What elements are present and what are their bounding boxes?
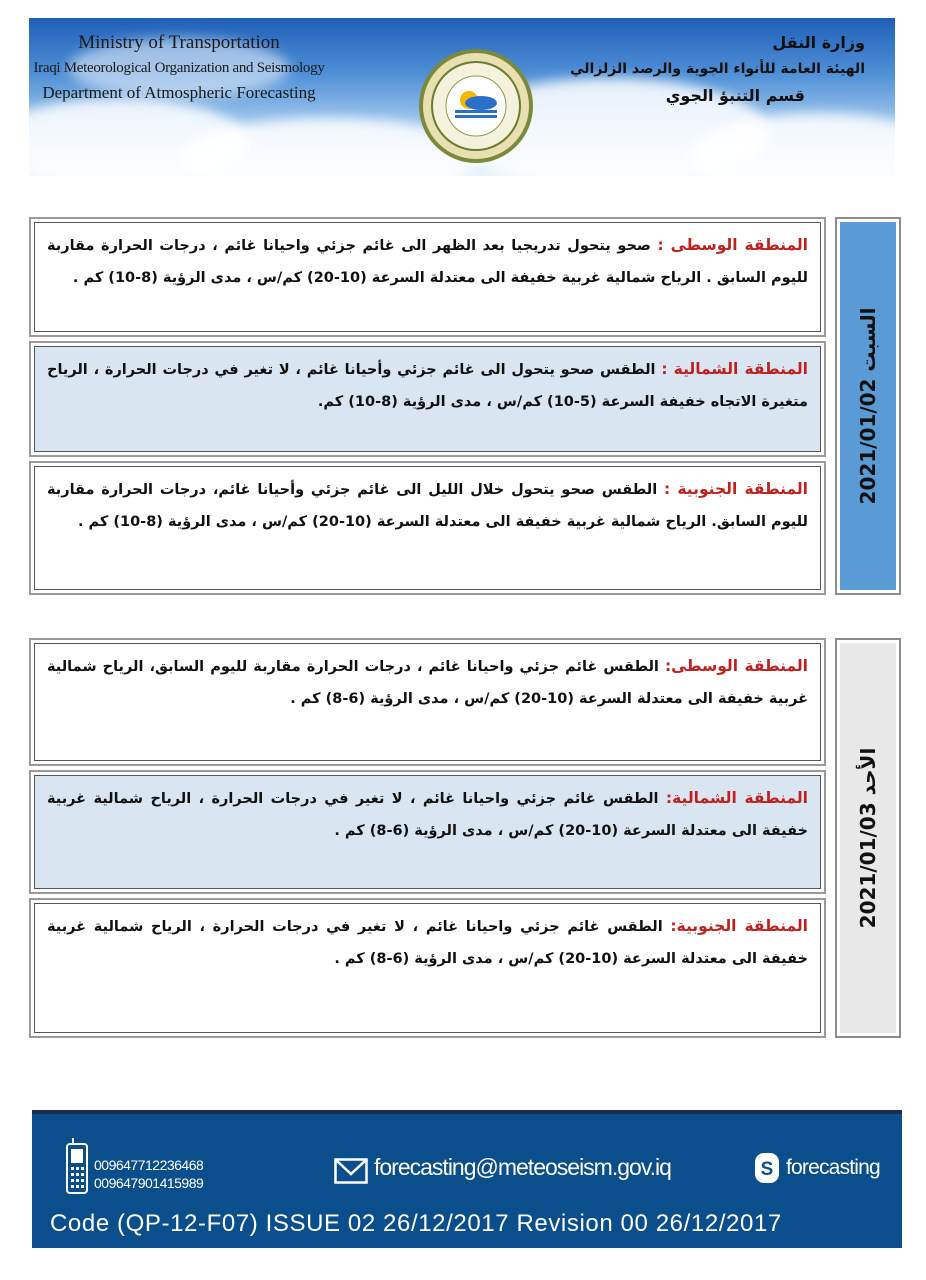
document-code-line: Code (QP-12-F07) ISSUE 02 26/12/2017 Revision 00 26/12/2017: [50, 1210, 782, 1237]
organization-name-en: Iraqi Meteorological Organization and Seismology: [33, 60, 325, 76]
region-forecast-text: الطقس صحو يتحول الى غائم جزئي وأحيانا غائم ، لا تغير في درجات الحرارة ، الرياح متغيرة الاتجاه خفيفة السرعة (5-10) كم/س ، مدى الرؤية (8-10) كم.: [47, 362, 808, 410]
region-name: المنطقة الجنوبية :: [664, 480, 808, 498]
date-label-bar: [835, 217, 901, 595]
phone-number: 009647712236468: [94, 1157, 204, 1173]
region-name: المنطقة الجنوبية:: [670, 917, 808, 935]
region-forecast-south: [29, 898, 826, 1038]
region-forecast-north: [29, 341, 826, 457]
skype-account[interactable]: forecasting: [786, 1156, 880, 1179]
organization-name-ar: الهيئة العامة للأنواء الجوية والرصد الزلزالي: [570, 61, 865, 77]
arabic-organization-name: [565, 30, 865, 110]
region-forecast-central: [29, 638, 826, 766]
date-label-bar: [835, 638, 901, 1038]
region-forecast-central: [29, 217, 826, 337]
region-forecast-text: الطقس غائم جزئي واحيانا غائم ، لا تغير في درجات الحرارة ، الرياح شمالية غربية خفيفة الى معتدلة السرعة (10-20) كم/س ، مدى الرؤية (6-8) كم .: [47, 791, 808, 839]
letterhead-banner: [29, 18, 895, 176]
region-forecast-north: [29, 770, 826, 894]
envelope-icon: [334, 1158, 368, 1184]
region-name: المنطقة الوسطى:: [664, 657, 808, 675]
english-organization-name: [29, 30, 329, 106]
organization-seal-icon: [411, 48, 541, 176]
region-forecast-text: الطقس غائم جزئي واحيانا غائم ، لا تغير في درجات الحرارة ، الرياح شمالية غربية خفيفة الى معتدلة السرعة (10-20) كم/س ، مدى الرؤية (6-8) كم .: [47, 919, 808, 967]
email-address[interactable]: forecasting@meteoseism.gov.iq: [374, 1154, 671, 1180]
svg-text:S: S: [760, 1159, 774, 1180]
region-forecast-text: صحو يتحول تدريجيا بعد الظهر الى غائم جزئي واحيانا غائم ، درجات الحرارة مقاربة لليوم السابق . الرياح شمالية غربية خفيفة الى معتدلة السرعة (10-20) كم/س ، مدى الرؤية (8-10) كم .: [47, 238, 808, 286]
department-name-en: Department of Atmospheric Forecasting: [42, 83, 316, 102]
forecast-date: السبت 2021/01/02: [856, 307, 880, 505]
phone-numbers: [94, 1156, 203, 1192]
region-forecast-text: الطقس صحو يتحول خلال الليل الى غائم جزئي وأحيانا غائم، درجات الحرارة مقاربة لليوم السابق. الرياح شمالية غربية خفيفة الى معتدلة السرعة (10-20) كم/س ، مدى الرؤية (8-10) كم .: [47, 482, 808, 530]
day-forecast-section: [29, 217, 901, 595]
region-forecast-text: الطقس غائم جزئي واحيانا غائم ، درجات الحرارة مقاربة لليوم السابق، الرياح شمالية غربية خفيفة الى معتدلة السرعة (10-20) كم/س ، مدى الرؤية (6-8) كم .: [47, 659, 808, 707]
ministry-name-en: Ministry of Transportation: [78, 32, 280, 53]
department-name-ar: قسم التنبؤ الجوي: [665, 86, 805, 105]
day-forecast-section: [29, 638, 901, 1038]
forecast-date: الأحد 2021/01/03: [856, 747, 880, 929]
mobile-phone-icon: [66, 1138, 88, 1194]
region-forecast-south: [29, 461, 826, 595]
region-name: المنطقة الشمالية:: [665, 789, 808, 807]
region-name: المنطقة الوسطى :: [657, 236, 808, 254]
ministry-name-ar: وزارة النقل: [772, 33, 865, 52]
phone-number: 009647901415989: [94, 1175, 204, 1191]
contact-footer: [32, 1110, 902, 1248]
region-name: المنطقة الشمالية :: [661, 360, 808, 378]
skype-icon: [754, 1152, 780, 1184]
